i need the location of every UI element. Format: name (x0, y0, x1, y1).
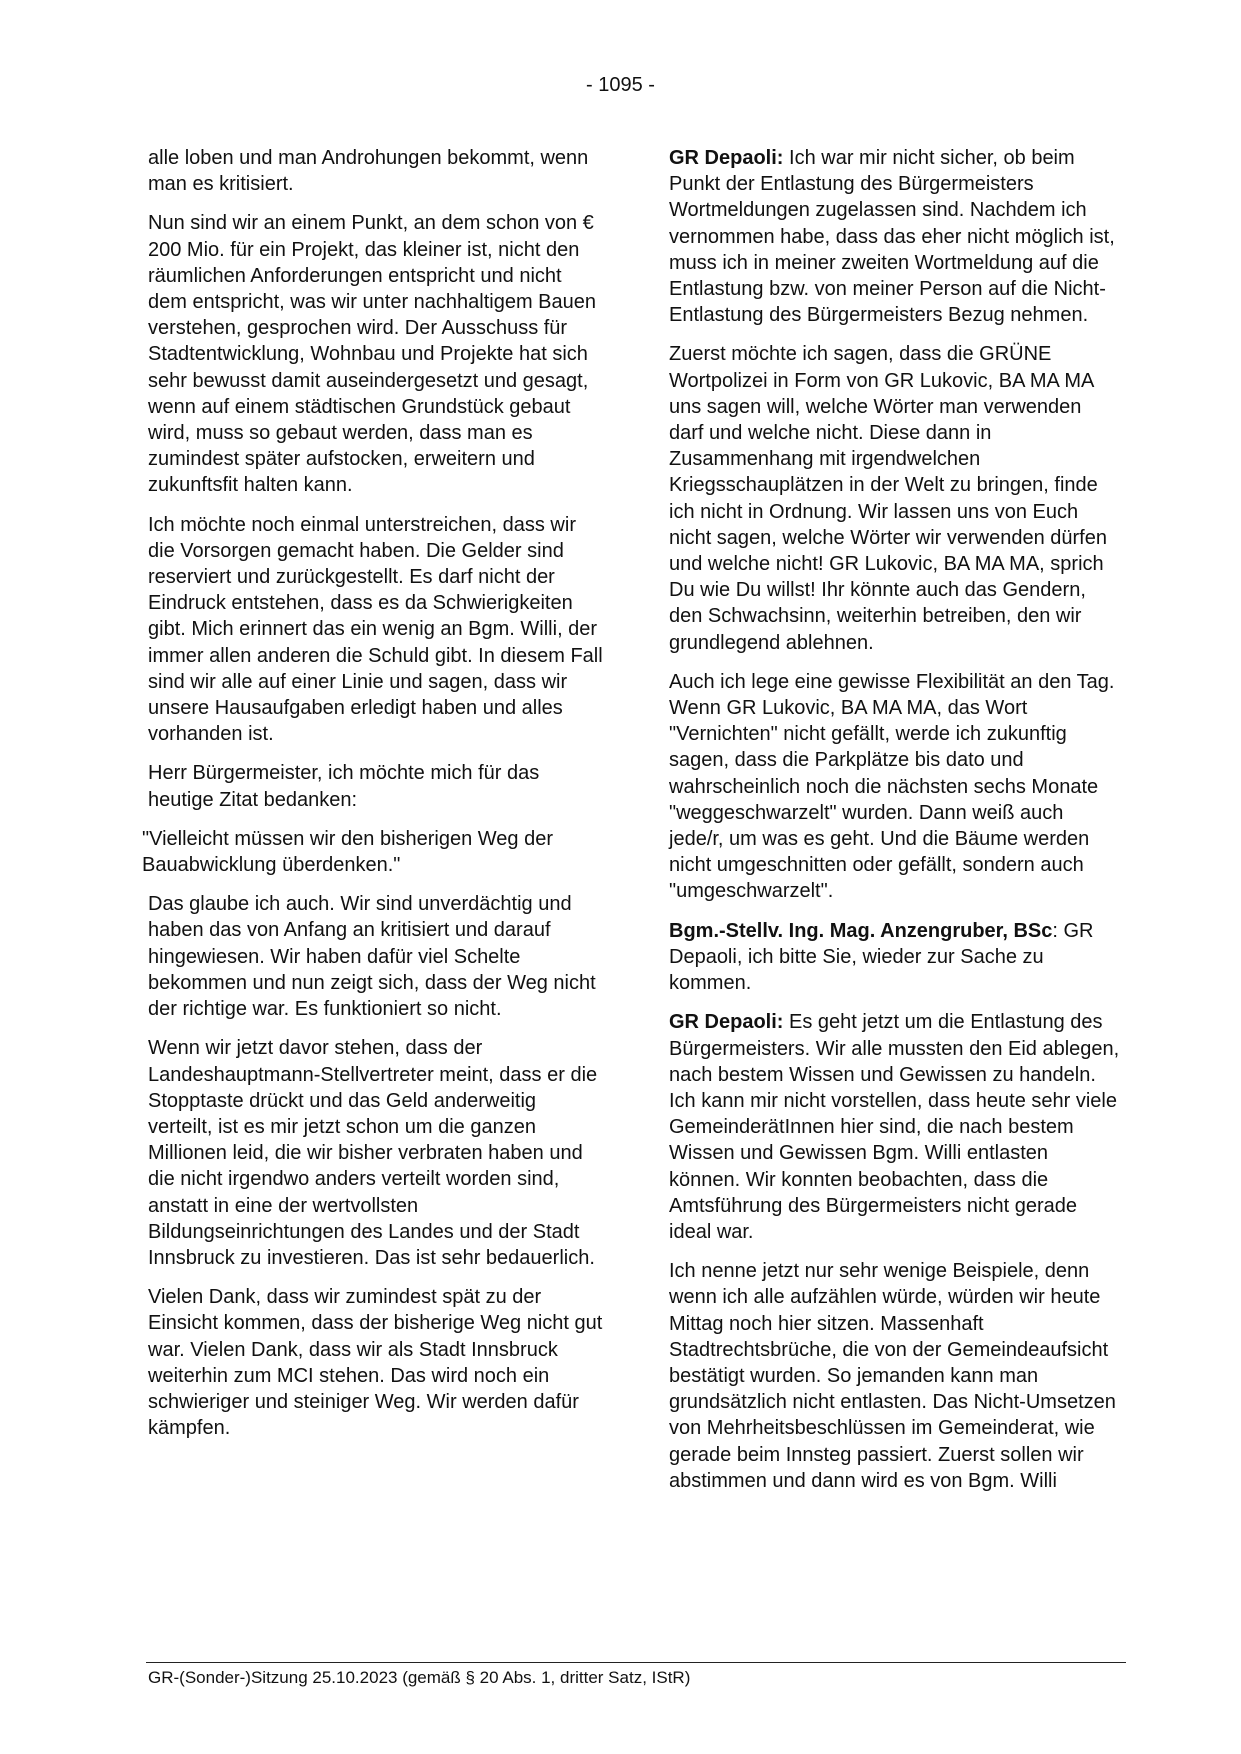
paragraph: Auch ich lege eine gewisse Flexibilität an den Tag. Wenn GR Lukovic, BA MA MA, das Wort "Vernichten" nicht gefällt, werde ich zukunftig sagen, dass die Parkplätze bis dato und wahrscheinlich noch die nächsten sechs Monate "weggeschwarzelt" wurden. Dann weiß auch jede/r, um was es geht. Und die Bäume werden nicht umgeschnitten oder gefällt, sondern auch "umgeschwarzelt". (669, 670, 1115, 903)
paragraph: alle loben und man Androhungen bekommt, wenn man es kritisiert. (148, 147, 589, 196)
speaker-name: GR Depaoli: (669, 147, 784, 169)
speaker-name: GR Depaoli: (669, 1011, 784, 1034)
left-column (142, 145, 606, 1454)
paragraph: Das glaube ich auch. Wir sind unverdächtig und haben das von Anfang an kritisiert und darauf hingewiesen. Wir haben dafür viel Schelte bekommen und nun zeigt sich, dass der Weg nicht der richtige war. Es funktioniert so nicht. (148, 893, 596, 1021)
right-column (669, 145, 1121, 1507)
speech-text: Es geht jetzt um die Entlastung des Bürgermeisters. Wir alle mussten den Eid ablegen, nach bestem Wissen und Gewissen zu handeln. Ich kann mir nicht vorstellen, dass heute sehr viele GemeinderätInnen hier sind, die nach bestem Wissen und Gewissen Bgm. Willi entlasten können. Wir konnten beobachten, dass die Amtsführung des Bürgermeisters nicht gerade ideal war. (669, 1011, 1120, 1243)
speech-paragraph (669, 918, 1121, 997)
paragraph: Vielen Dank, dass wir zumindest spät zu der Einsicht kommen, dass der bisherige Weg nicht gut war. Vielen Dank, dass wir als Stadt Innsbruck weiterhin zum MCI stehen. Das wird noch ein schwieriger und steiniger Weg. Wir werden dafür kämpfen. (148, 1286, 603, 1440)
paragraph: Ich nenne jetzt nur sehr wenige Beispiele, denn wenn ich alle aufzählen würde, würden wir heute Mittag noch hier sitzen. Massenhaft Stadtrechtsbrüche, die von der Gemeindeaufsicht bestätigt wurden. So jemanden kann man grundsätzlich nicht entlasten. Das Nicht-Umsetzen von Mehrheitsbeschlüssen im Gemeinderat, wie gerade beim Innsteg passiert. Zuerst sollen wir abstimmen und dann wird es von Bgm. Willi (669, 1260, 1116, 1492)
speech-text: : GR Depaoli, ich bitte Sie, wieder zur Sache zu kommen. (669, 919, 1094, 995)
footer-divider (146, 1662, 1126, 1663)
speech-text: Ich war mir nicht sicher, ob beim Punkt der Entlastung des Bürgermeisters Wortmeldungen zugelassen sind. Nachdem ich vernommen habe, dass das eher nicht möglich ist, muss ich in meiner zweiten Wortmeldung auf die Entlastung bzw. von meiner Person auf die Nicht-Entlastung des Bürgermeisters Bezug nehmen. (669, 147, 1115, 327)
quote-paragraph: "Vielleicht müssen wir den bisherigen Weg der Bauabwicklung überdenken." (142, 827, 554, 877)
paragraph: Herr Bürgermeister, ich möchte mich für das heutige Zitat bedanken: (148, 762, 540, 811)
paragraph: Wenn wir jetzt davor stehen, dass der Landeshauptmann-Stellvertreter meint, dass er die Stopptaste drückt und das Geld anderweitig verteilt, ist es mir jetzt schon um die ganzen Millionen leid, die wir bisher verbraten haben und die nicht irgendwo anders verteilt worden sind, anstatt in eine der wertvollsten Bildungseinrichtungen des Landes und der Stadt Innsbruck zu investieren. Das ist sehr bedauerlich. (148, 1037, 598, 1269)
paragraph: Zuerst möchte ich sagen, dass die GRÜNE Wortpolizei in Form von GR Lukovic, BA MA MA uns sagen will, welche Wörter man verwenden darf und welche nicht. Diese dann in Zusammenhang mit irgendwelchen Kriegsschauplätzen in der Welt zu bringen, finde ich nicht in Ordnung. Wir lassen uns von Euch nicht sagen, welche Wörter wir verwenden dürfen und welche nicht! GR Lukovic, BA MA MA, sprich Du wie Du willst! Ihr könnte auch das Gendern, den Schwachsinn, weiterhin betreiben, den wir grundlegend ablehnen. (669, 343, 1107, 654)
paragraph: Ich möchte noch einmal unterstreichen, dass wir die Vorsorgen gemacht haben. Die Gelder sind reserviert und zurückgestellt. Es darf nicht der Eindruck entstehen, dass es da Schwierigkeiten gibt. Mich erinnert das ein wenig an Bgm. Willi, der immer allen anderen die Schuld gibt. In diesem Fall sind wir alle auf einer Linie und sagen, dass wir unsere Hausaufgaben erledigt haben und alles vorhanden ist. (148, 513, 603, 746)
paragraph: Nun sind wir an einem Punkt, an dem schon von € 200 Mio. für ein Projekt, das kleiner ist, nicht den räumlichen Anforderungen entspricht und nicht dem entspricht, was wir unter nachhaltigem Bauen verstehen, gesprochen wird. Der Ausschuss für Stadtentwicklung, Wohnbau und Projekte hat sich sehr bewusst damit auseindergesetzt und gesagt, wenn auf einem städtischen Grundstück gebaut wird, muss so gebaut werden, dass man es zumindest später aufstocken, erweitern und zukunftsfit halten kann. (148, 212, 597, 497)
page-number: - 1095 - (586, 74, 655, 96)
footer-text: GR-(Sonder-)Sitzung 25.10.2023 (gemäß § 20 Abs. 1, dritter Satz, IStR) (148, 1668, 691, 1687)
speech-paragraph (669, 1009, 1121, 1245)
speech-paragraph (669, 145, 1121, 328)
speaker-name: Bgm.-Stellv. Ing. Mag. Anzengruber, BSc (669, 919, 1053, 942)
